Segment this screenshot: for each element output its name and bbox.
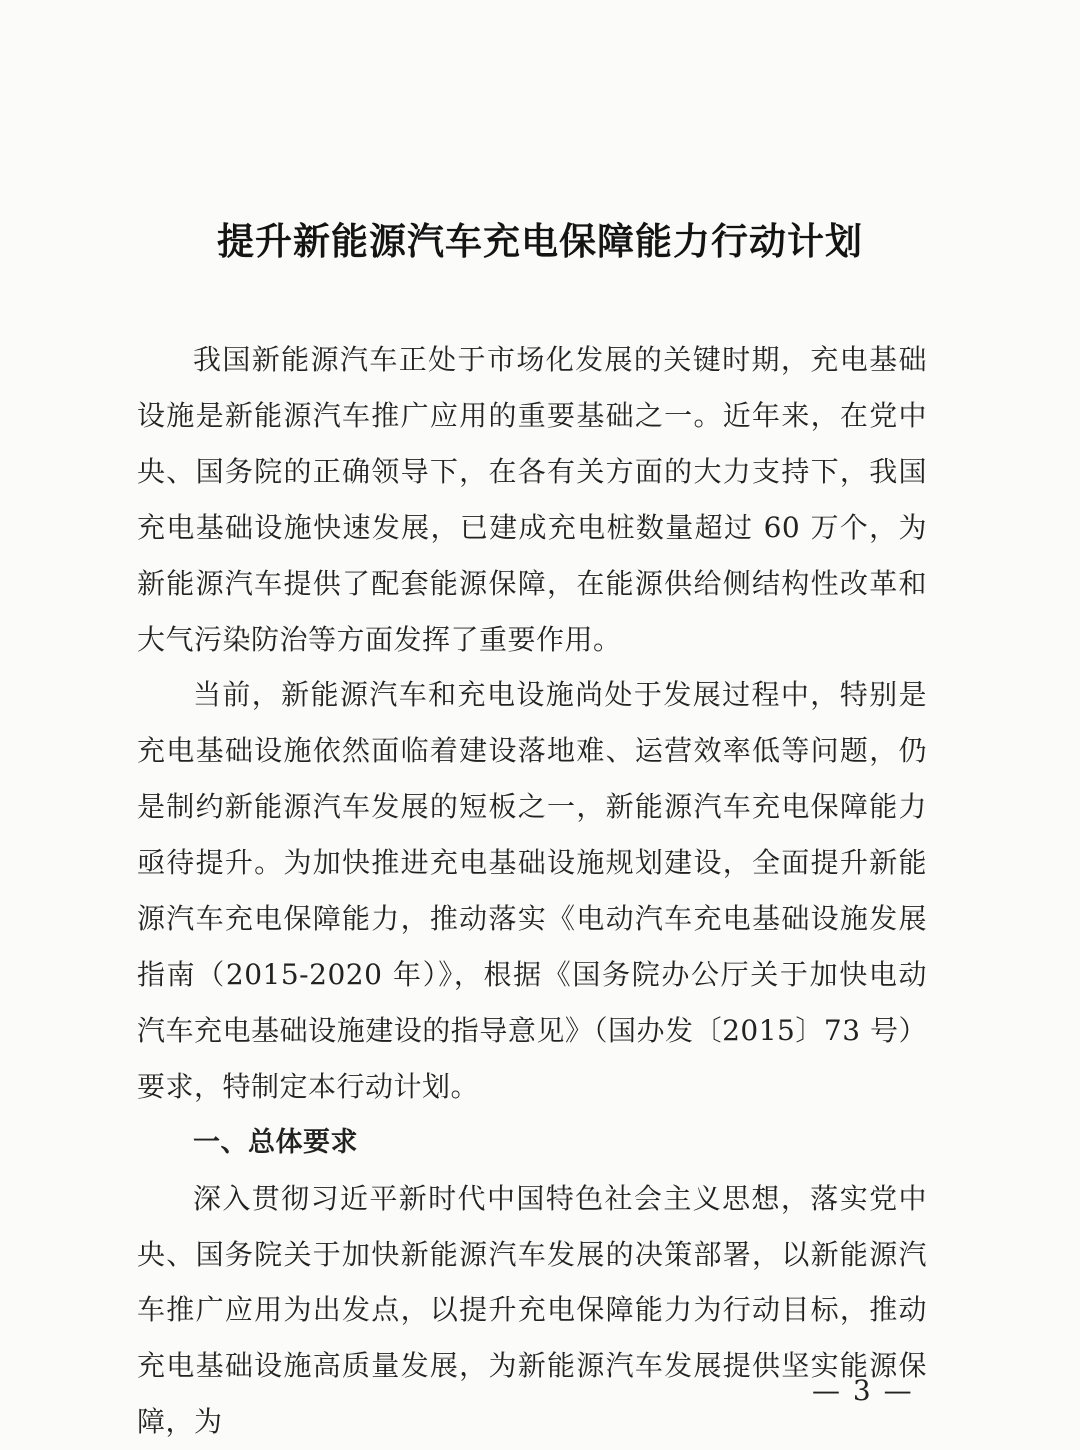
paragraph-general-requirements: 深入贯彻习近平新时代中国特色社会主义思想，落实党中央、国务院关于加快新能源汽车发展的决策部署，以新能源汽车推广应用为出发点，以提升充电保障能力为行动目标，推动充电基础设施高质量发展，为新能源汽车发展提供坚实能源保障，为 (137, 1181, 927, 1439)
page-number: — 3 — (812, 1374, 914, 1407)
paragraph-current-situation: 当前，新能源汽车和充电设施尚处于发展过程中，特别是充电基础设施依然面临着建设落地难、运营效率低等问题，仍是制约新能源汽车发展的短板之一，新能源汽车充电保障能力亟待提升。为加快推进充电基础设施规划建设，全面提升新能源汽车充电保障能力，推动落实《电动汽车充电基础设施发展指南（2015-2020 年）》，根据《国务院办公厅关于加快电动汽车充电基础设施建设的指导意见》（国办发〔2015〕73 号）要求，特制定本行动计划。 (137, 678, 927, 1103)
document-title: 提升新能源汽车充电保障能力行动计划 (217, 220, 863, 263)
section-heading-general-requirements: 一、总体要求 (193, 1126, 358, 1158)
paragraph-intro: 我国新能源汽车正处于市场化发展的关键时期，充电基础设施是新能源汽车推广应用的重要基础之一。近年来，在党中央、国务院的正确领导下，在各有关方面的大力支持下，我国充电基础设施快速发展，已建成充电桩数量超过 60 万个，为新能源汽车提供了配套能源保障，在能源供给侧结构性改革和大气污染防治等方面发挥了重要作用。 (137, 343, 927, 656)
document-body (137, 332, 927, 1450)
